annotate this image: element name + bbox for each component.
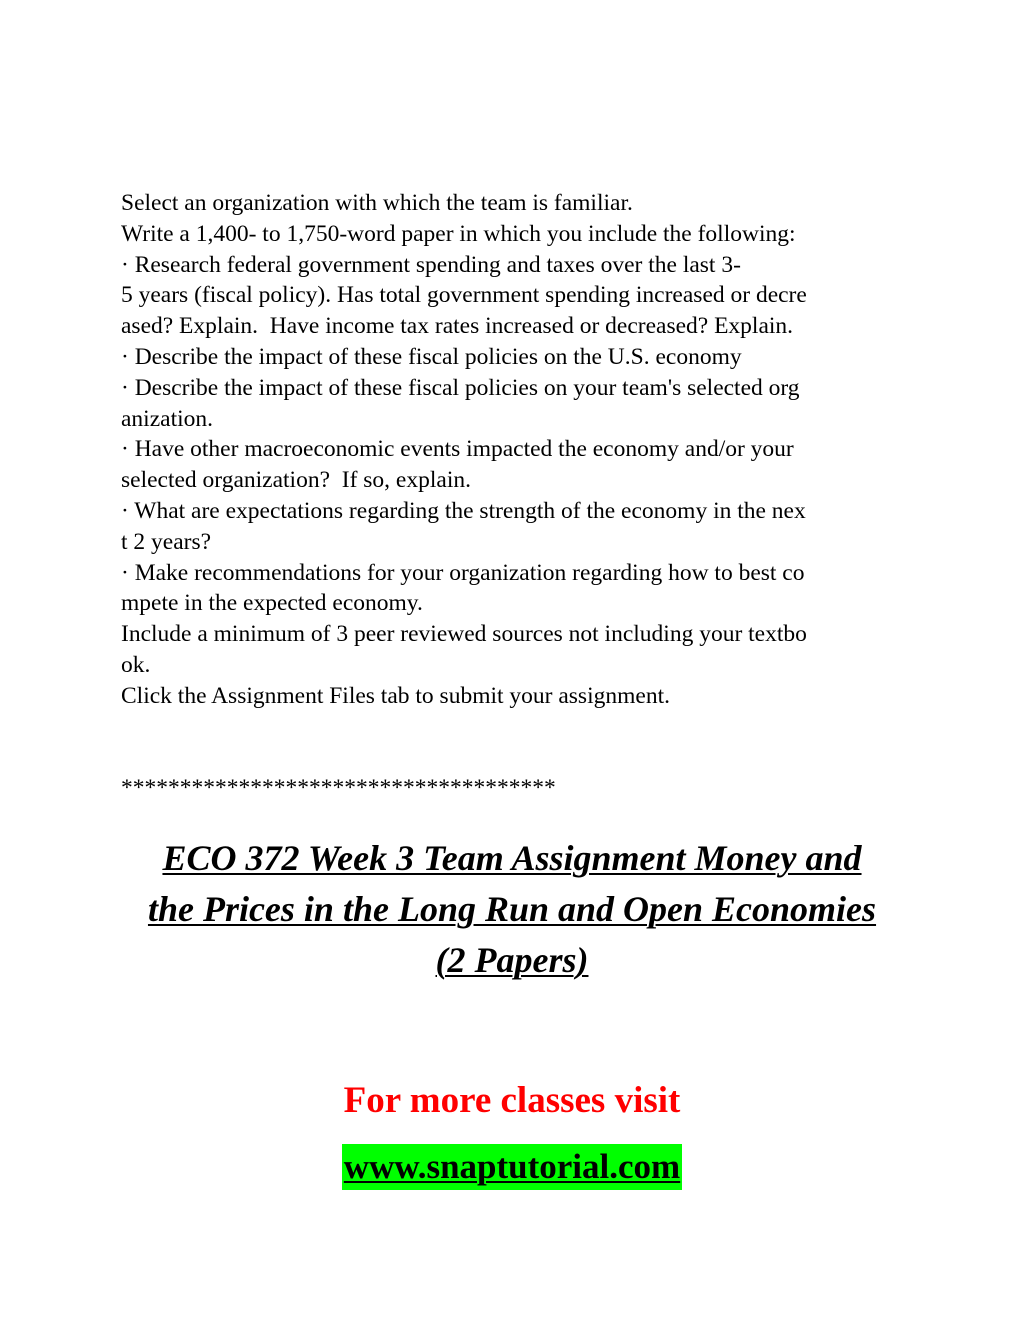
assignment-instructions: [121, 188, 921, 804]
spacer: [121, 712, 921, 743]
instruction-line: mpete in the expected economy.: [121, 590, 423, 617]
instruction-line: · Describe the impact of these fiscal policies on the U.S. economy: [121, 343, 742, 370]
instruction-line: · Have other macroeconomic events impacted the economy and/or your: [121, 436, 794, 463]
instruction-line: ok.: [121, 651, 151, 678]
instruction-line: · Research federal government spending and taxes over the last 3-: [121, 251, 741, 278]
instruction-line: t 2 years?: [121, 528, 212, 555]
website-link[interactable]: www.snaptutorial.com: [342, 1144, 682, 1190]
instruction-line: · Describe the impact of these fiscal policies on your team's selected org: [121, 374, 800, 401]
instruction-line: Click the Assignment Files tab to submit your assignment.: [121, 682, 670, 709]
instruction-line: Select an organization with which the team is familiar.: [121, 190, 633, 216]
instruction-line: anization.: [121, 405, 214, 432]
separator-line: *************************************: [121, 775, 556, 802]
instruction-line: Include a minimum of 3 peer reviewed sources not including your textbo: [121, 621, 807, 648]
heading-line: ECO 372 Week 3 Team Assignment Money and: [162, 838, 862, 878]
heading-line: (2 Papers): [435, 940, 589, 980]
instruction-line: Write a 1,400- to 1,750-word paper in which you include the following:: [121, 220, 796, 247]
promo-banner: [0, 1075, 1024, 1127]
spacer: [121, 742, 921, 773]
heading-line: the Prices in the Long Run and Open Economies: [147, 889, 877, 929]
instruction-line: · Make recommendations for your organization regarding how to best co: [121, 559, 805, 586]
instruction-line: selected organization? If so, explain.: [121, 467, 471, 494]
instruction-line: ased? Explain. Have income tax rates increased or decreased? Explain.: [121, 313, 794, 340]
website-link-container: [0, 1144, 1024, 1190]
course-heading: [0, 833, 1024, 986]
promo-text: For more classes visit: [343, 1080, 681, 1121]
instruction-line: 5 years (fiscal policy). Has total government spending increased or decre: [121, 282, 807, 309]
instruction-line: · What are expectations regarding the strength of the economy in the nex: [121, 497, 806, 524]
